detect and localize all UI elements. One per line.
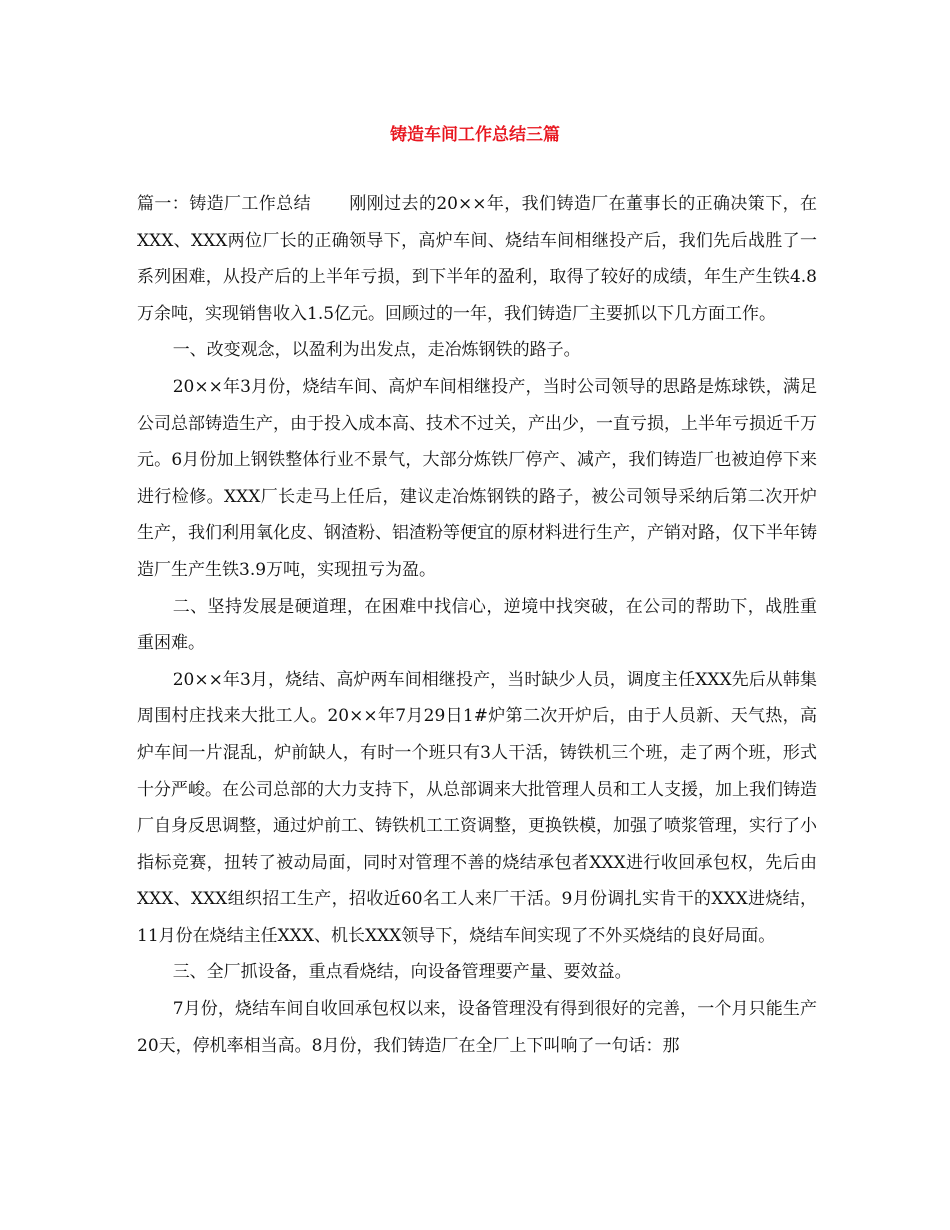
body-paragraph-3: 二、坚持发展是硬道理，在困难中找信心，逆境中找突破，在公司的帮助下，战胜重重困难。 bbox=[137, 596, 817, 654]
body-paragraph-6: 7月份，烧结车间自收回承包权以来，设备管理没有得到很好的完善，一个月只能生产20天，停机率相当高。8月份，我们铸造厂在全厂上下叫响了一句话：那 bbox=[137, 999, 817, 1056]
body-paragraph-4: 20××年3月，烧结、高炉两车间相继投产，当时缺少人员，调度主任XXX先后从韩集周围村庄找来大批工人。20××年7月29日1#炉第二次开炉后，由于人员新、天气热，高炉车间一片混乱，炉前缺人，有时一个班只有3人干活，铸铁机三个班，走了两个班，形式十分严峻。在公司总部的大力支持下，从总部调来大批管理人员和工人支援，加上我们铸造厂自身反思调整，通过炉前工、铸铁机工工资调整，更换铁模，加强了喷浆管理，实行了小指标竞赛，扭转了被动局面，同时对管理不善的烧结承包者XXX进行收回承包权，先后由XXX、XXX组织招工生产，招收近60名工人来厂干活。9月份调扎实肯干的XXX进烧结，11月份在烧结主任XXX、机长XXX领导下，烧结车间实现了不外买烧结的良好局面。 bbox=[137, 669, 817, 946]
section-heading: 篇一：铸造厂工作总结 bbox=[137, 194, 311, 214]
document-title: 铸造车间工作总结三篇 bbox=[390, 125, 560, 145]
body-paragraph-5: 三、全厂抓设备，重点看烧结，向设备管理要产量、要效益。 bbox=[172, 962, 632, 983]
body-paragraph-2: 20××年3月份，烧结车间、高炉车间相继投产，当时公司领导的思路是炼球铁，满足公司总部铸造生产，由于投入成本高、技术不过关，产出少，一直亏损，上半年亏损近千万元。6月份加上钢铁整体行业不景气，大部分炼铁厂停产、减产，我们铸造厂也被迫停下来进行检修。XXX厂长走马上任后，建议走冶炼钢铁的路子，被公司领导采纳后第二次开炉生产，我们利用氧化皮、钢渣粉、铝渣粉等便宜的原材料进行生产，产销对路，仅下半年铸造厂生产生铁3.9万吨，实现扭亏为盈。 bbox=[137, 376, 817, 580]
document-body bbox=[137, 186, 817, 1064]
intro-paragraph bbox=[137, 186, 817, 332]
intro-text: 刚刚过去的20××年，我们铸造厂在董事长的正确决策下，在XXX、XXX两位厂长的正确领导下，高炉车间、烧结车间相继投产后，我们先后战胜了一系列困难，从投产后的上半年亏损，到下半年的盈利，取得了较好的成绩，年生产生铁4.8万余吨，实现销售收入1.5亿元。回顾过的一年，我们铸造厂主要抓以下几方面工作。 bbox=[137, 194, 817, 324]
body-paragraph-1: 一、改变观念，以盈利为出发点，走冶炼钢铁的路子。 bbox=[172, 340, 581, 361]
